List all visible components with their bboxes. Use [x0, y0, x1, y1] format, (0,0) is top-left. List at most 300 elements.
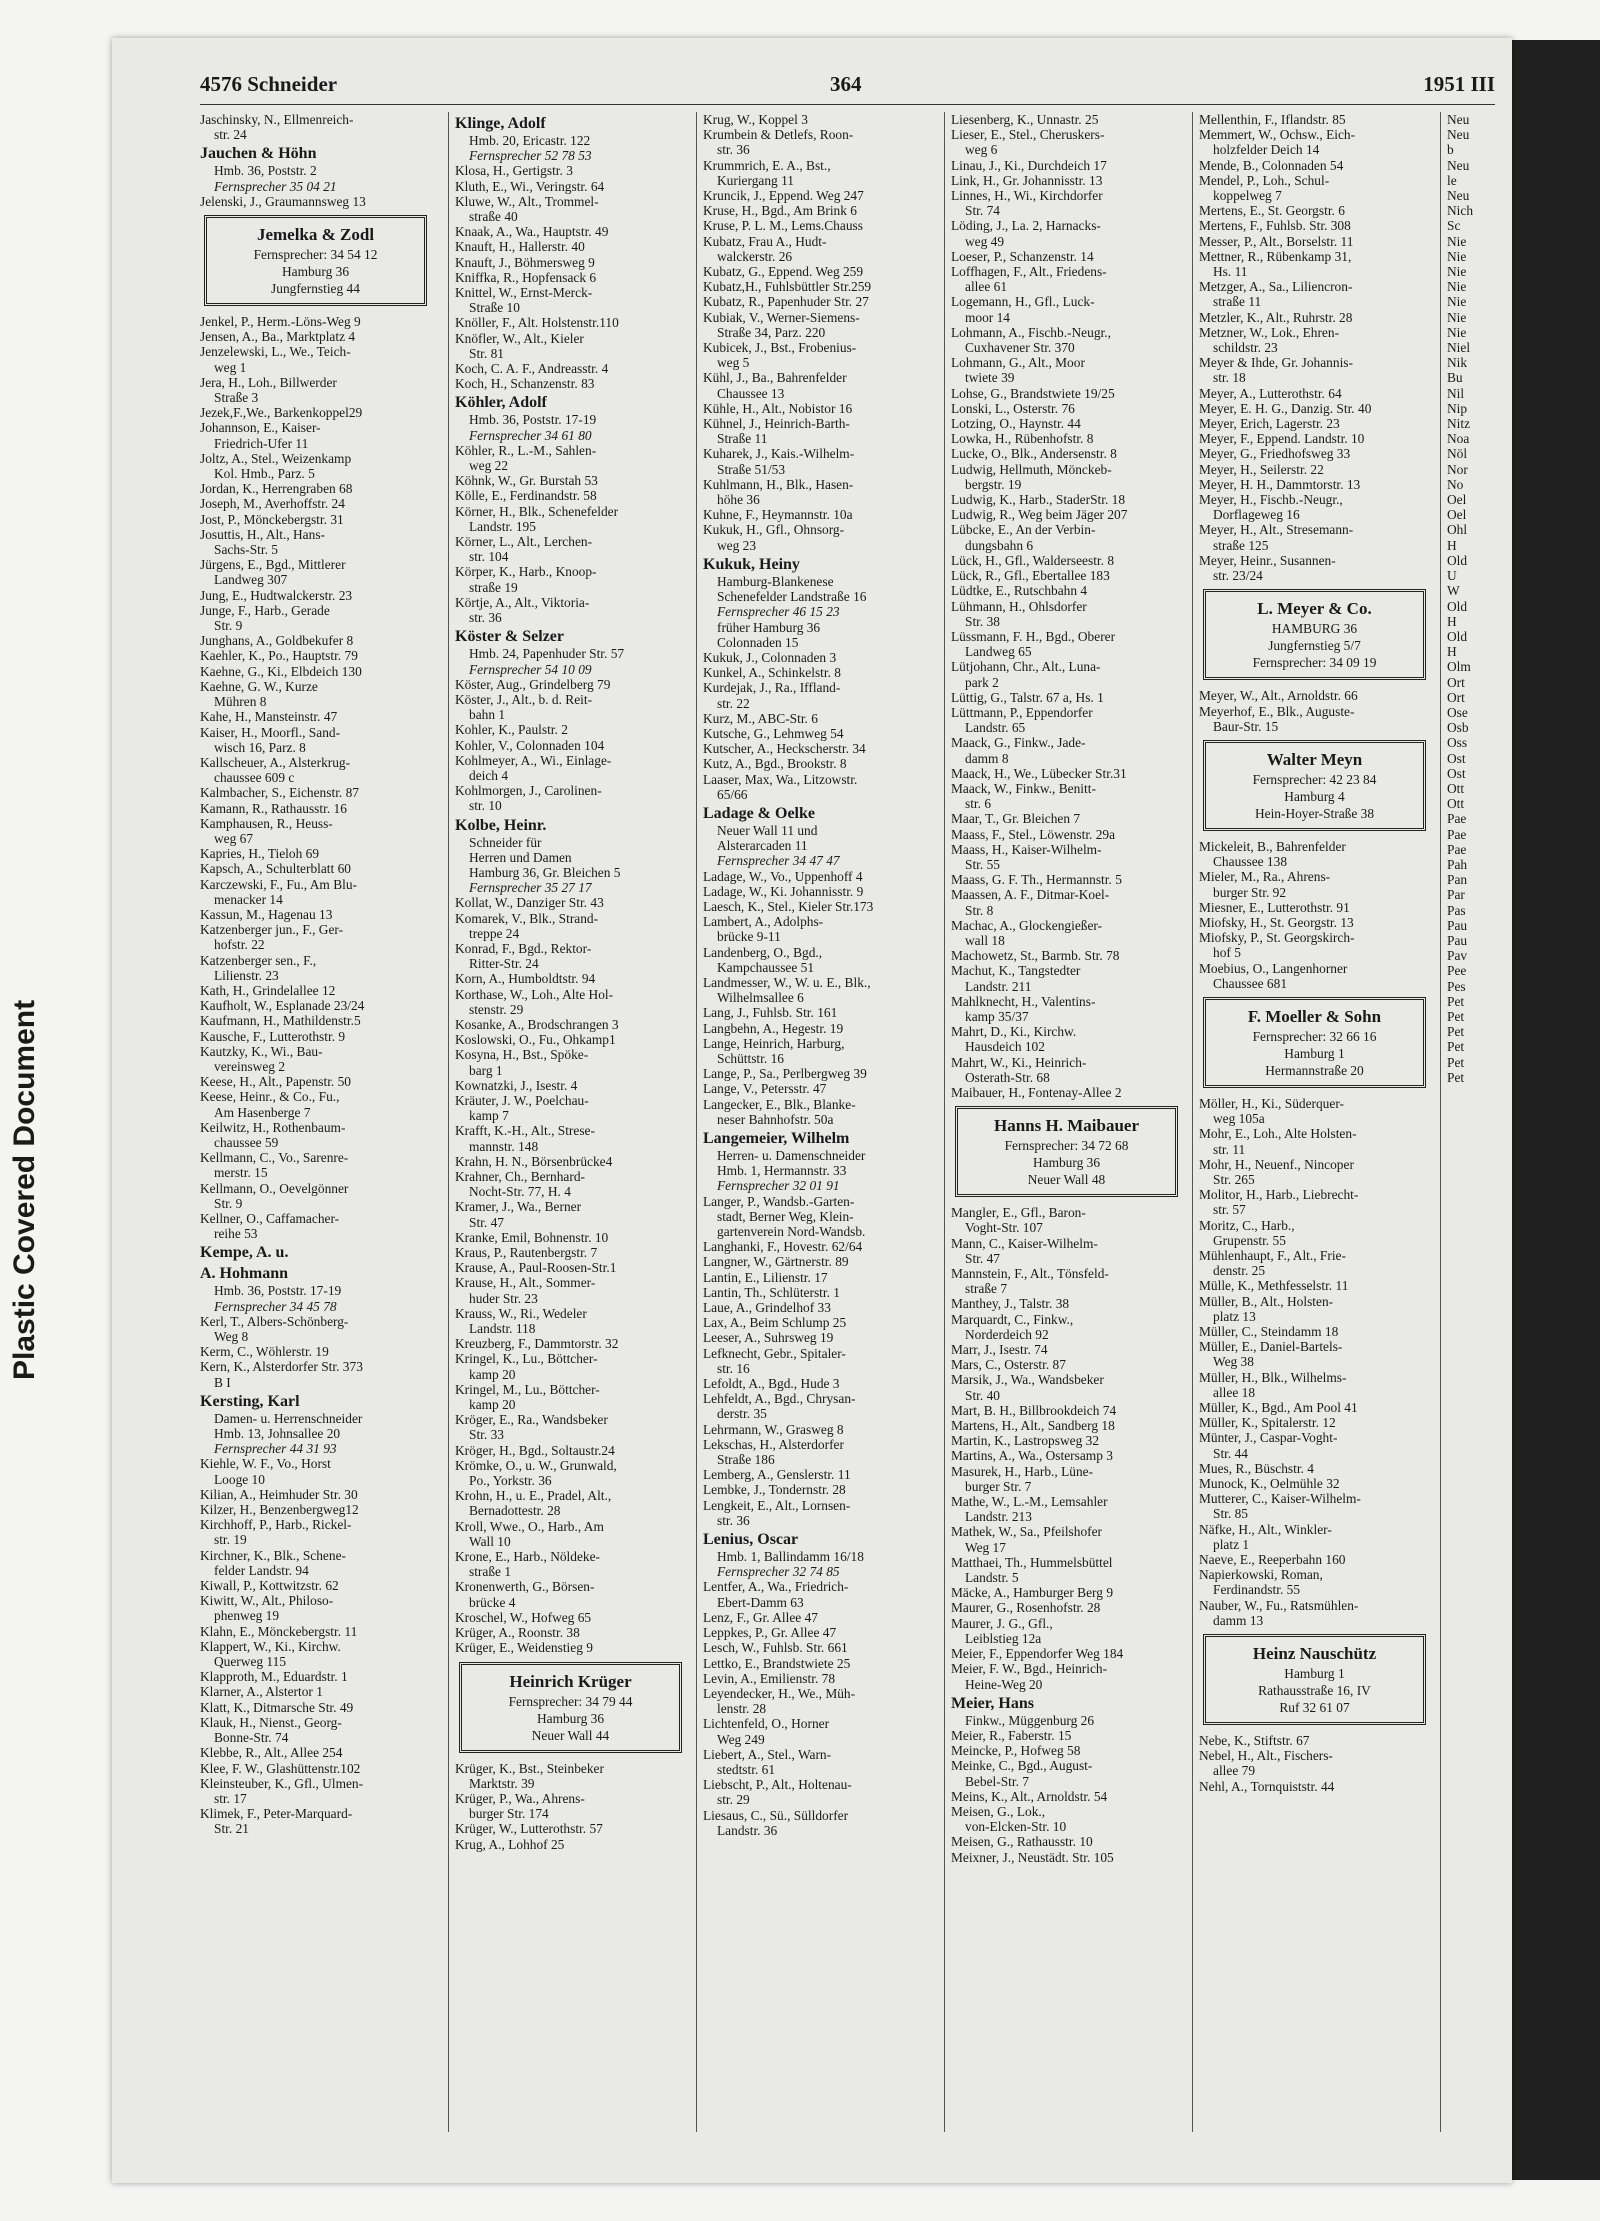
directory-entry: Kutscher, A., Heckscherstr. 34: [703, 741, 866, 757]
directory-entry: Schüttstr. 16: [717, 1050, 784, 1066]
directory-entry: Mart, B. H., Billbrookdeich 74: [951, 1402, 1117, 1418]
directory-entry: Meyerhof, E., Blk., Auguste-: [1199, 703, 1355, 719]
directory-entry: weg 6: [965, 142, 998, 158]
directory-entry: Pet: [1447, 1054, 1465, 1070]
directory-entry: Meinke, C., Bgd., August-: [951, 1758, 1093, 1774]
directory-entry: Lemberg, A., Genslerstr. 11: [703, 1467, 851, 1483]
directory-entry: Leeser, A., Suhrsweg 19: [703, 1330, 834, 1346]
directory-entry: Lentfer, A., Wa., Friedrich-: [703, 1579, 849, 1595]
directory-entry: Kohler, K., Paulstr. 2: [455, 722, 568, 738]
directory-entry: Lübcke, E., An der Verbin-: [951, 522, 1096, 538]
directory-entry: Wilhelmsallee 6: [717, 990, 804, 1006]
directory-entry: Langhanki, F., Hovestr. 62/64: [703, 1239, 863, 1255]
directory-entry: Krafft, K.-H., Alt., Strese-: [455, 1123, 595, 1139]
directory-entry: Pee: [1447, 963, 1467, 979]
directory-entry: Neu: [1447, 127, 1470, 143]
directory-entry: Napierkowski, Roman,: [1199, 1567, 1323, 1583]
directory-entry: H: [1447, 644, 1457, 660]
directory-entry: Kluwe, W., Alt., Trommel-: [455, 193, 599, 209]
directory-entry: Joseph, M., Averhoffstr. 24: [200, 496, 345, 512]
directory-entry: Meisen, G., Rathausstr. 10: [951, 1834, 1093, 1850]
directory-entry: twiete 39: [965, 370, 1015, 386]
directory-entry: Landstr. 211: [965, 978, 1032, 994]
directory-entry: Kräuter, J. W., Poelchau-: [455, 1092, 589, 1108]
directory-entry: walckerstr. 26: [717, 248, 793, 264]
directory-entry: von-Elcken-Str. 10: [965, 1819, 1067, 1835]
directory-entry: straße 125: [1213, 537, 1269, 553]
directory-entry: Jelenski, J., Graumannsweg 13: [200, 193, 366, 209]
directory-entry: Hausdeich 102: [965, 1039, 1045, 1055]
directory-entry: Mellenthin, F., Iflandstr. 85: [1199, 112, 1346, 127]
directory-entry: Mars, C., Osterstr. 87: [951, 1357, 1066, 1373]
directory-entry: Junghans, A., Goldbekufer 8: [200, 633, 354, 649]
directory-entry: Keese, H., Alt., Papenstr. 50: [200, 1074, 351, 1090]
directory-entry: Keilwitz, H., Rothenbaum-: [200, 1119, 346, 1135]
directory-entry: Mettner, R., Rübenkamp 31,: [1199, 248, 1352, 264]
directory-column-3: [696, 112, 938, 2132]
directory-entry: Kiwitt, W., Alt., Philoso-: [200, 1593, 334, 1609]
directory-entry: Krüger, E., Weidenstieg 9: [455, 1640, 593, 1656]
directory-entry: Machut, K., Tangstedter: [951, 963, 1081, 979]
directory-entry: Katzenberger sen., F.,: [200, 952, 317, 968]
ad-detail-line: Hamburg 36: [1032, 1155, 1101, 1171]
directory-entry: Mertens, E., St. Georgstr. 6: [1199, 203, 1345, 219]
directory-entry: Klappert, W., Ki., Kirchw.: [200, 1638, 341, 1654]
directory-entry: Martin, K., Lastropsweg 32: [951, 1433, 1100, 1449]
directory-entry: Kukuk, H., Gfl., Ohnsorg-: [703, 522, 845, 538]
directory-entry: Langner, W., Gärtnerstr. 89: [703, 1254, 849, 1270]
directory-entry: Norderdeich 92: [965, 1326, 1049, 1342]
directory-entry: Landstr. 36: [717, 1822, 778, 1838]
directory-entry: Mannstein, F., Alt., Tönsfeld-: [951, 1266, 1109, 1282]
directory-entry: Jenzelewski, L., We., Teich-: [200, 344, 351, 360]
directory-heading-entry: Kempe, A. u.: [200, 1244, 289, 1262]
directory-entry: Meyer, W., Alt., Arnoldstr. 66: [1199, 688, 1358, 704]
directory-entry: Köster, Aug., Grindelberg 79: [455, 676, 611, 692]
directory-entry: Dorflageweg 16: [1213, 507, 1300, 523]
directory-entry: allee 61: [965, 279, 1008, 295]
directory-entry: Fernsprecher 32 74 85: [717, 1564, 840, 1580]
ad-business-name: L. Meyer & Co.: [1257, 599, 1372, 619]
directory-entry: Querweg 115: [214, 1654, 287, 1670]
directory-entry: Lowka, H., Rübenhofstr. 8: [951, 431, 1094, 447]
directory-entry: Kapsch, A., Schulterblatt 60: [200, 861, 351, 877]
directory-entry: Fernsprecher 44 31 93: [214, 1441, 337, 1457]
directory-entry: Jost, P., Mönckebergstr. 31: [200, 511, 344, 527]
directory-entry: Oel: [1447, 492, 1467, 508]
directory-entry: Str. 40: [965, 1387, 1000, 1403]
directory-entry: Maurer, G., Rosenhofstr. 28: [951, 1600, 1101, 1616]
directory-entry: Leppkes, P., Gr. Allee 47: [703, 1625, 837, 1641]
directory-entry: Landstr. 5: [965, 1570, 1019, 1586]
directory-entry: str. 11: [1213, 1141, 1246, 1157]
directory-entry: Machowetz, St., Barmb. Str. 78: [951, 948, 1120, 964]
directory-entry: Krauss, W., Ri., Wedeler: [455, 1305, 587, 1321]
advertisement-box: [1203, 589, 1426, 680]
directory-entry: höhe 36: [717, 492, 760, 508]
directory-entry: stedtstr. 61: [717, 1761, 776, 1777]
directory-entry: Korthase, W., Loh., Alte Hol-: [455, 986, 614, 1002]
directory-entry: Möller, H., Ki., Süderquer-: [1199, 1095, 1344, 1111]
directory-entry: Kruse, H., Bgd., Am Brink 6: [703, 203, 857, 219]
directory-entry: Str. 8: [965, 902, 994, 918]
directory-entry: Langecker, E., Blk., Blanke-: [703, 1096, 856, 1112]
directory-entry: str. 16: [717, 1360, 750, 1376]
ad-business-name: Walter Meyn: [1266, 749, 1363, 769]
directory-entry: Straße 186: [717, 1452, 775, 1468]
directory-entry: Maassen, A. F., Ditmar-Koel-: [951, 887, 1110, 903]
directory-entry: Fernsprecher 35 27 17: [469, 880, 592, 896]
directory-entry: Kubatz, R., Papenhuder Str. 27: [703, 294, 869, 310]
directory-entry: Levin, A., Emilienstr. 78: [703, 1670, 836, 1686]
directory-entry: Mathe, W., L.-M., Lemsahler: [951, 1494, 1108, 1510]
directory-entry: le: [1447, 172, 1457, 188]
directory-entry: Lange, V., Petersstr. 47: [703, 1081, 827, 1097]
directory-heading-entry: A. Hohmann: [200, 1265, 289, 1283]
directory-heading-entry: Langemeier, Wilhelm: [703, 1130, 850, 1147]
directory-entry: Kol. Hmb., Parz. 5: [214, 466, 315, 482]
directory-entry: Str. 9: [214, 1195, 243, 1211]
directory-entry: Straße 10: [469, 300, 520, 316]
directory-entry: Landstr. 65: [965, 720, 1026, 736]
directory-entry: B I: [214, 1374, 231, 1390]
directory-entry: Kleinsteuber, K., Gfl., Ulmen-: [200, 1775, 364, 1791]
directory-entry: Meyer, E. H. G., Danzig. Str. 40: [1199, 400, 1372, 416]
directory-entry: Karczewski, F., Fu., Am Blu-: [200, 876, 357, 892]
directory-entry: huder Str. 23: [469, 1290, 538, 1306]
advertisement-box: [204, 215, 427, 306]
directory-entry: Metzler, K., Alt., Ruhrstr. 28: [1199, 309, 1353, 325]
directory-entry: Josuttis, H., Alt., Hans-: [200, 526, 325, 542]
directory-entry: Liebert, A., Stel., Warn-: [703, 1746, 832, 1762]
directory-entry: No: [1447, 476, 1464, 492]
directory-entry: Mieler, M., Ra., Ahrens-: [1199, 869, 1331, 885]
directory-entry: Fernsprecher 34 47 47: [717, 853, 840, 869]
directory-entry: Kampchaussee 51: [717, 959, 815, 975]
directory-entry: Lekschas, H., Alsterdorfer: [703, 1436, 844, 1452]
directory-entry: Noa: [1447, 431, 1470, 447]
directory-entry: Löding, J., La. 2, Harnacks-: [951, 218, 1101, 234]
directory-entry: burger Str. 92: [1213, 884, 1287, 900]
directory-entry: vereinsweg 2: [214, 1058, 286, 1074]
directory-column-6-cropped: [1440, 112, 1517, 2132]
directory-entry: Krüger, K., Bst., Steinbeker: [455, 1760, 604, 1776]
directory-entry: früher Hamburg 36: [717, 619, 821, 635]
directory-entry: Mathek, W., Sa., Pfeilshofer: [951, 1524, 1102, 1540]
directory-entry: allee 79: [1213, 1763, 1256, 1779]
directory-heading-entry: Jauchen & Höhn: [200, 145, 317, 163]
directory-entry: Pet: [1447, 1069, 1465, 1085]
directory-entry: Lüdtke, E., Rutschbahn 4: [951, 583, 1088, 599]
ad-business-name: Heinrich Krüger: [509, 1671, 632, 1691]
directory-entry: Neuer Wall 11 und: [717, 822, 818, 838]
directory-entry: Näfke, H., Alt., Winkler-: [1199, 1521, 1332, 1537]
directory-entry: Lonski, L., Osterstr. 76: [951, 400, 1075, 416]
directory-entry: bergstr. 19: [965, 476, 1022, 492]
directory-entry: Kaehler, K., Po., Hauptstr. 79: [200, 648, 358, 664]
directory-entry: Krause, A., Paul-Roosen-Str.1: [455, 1260, 617, 1276]
directory-entry: Str. 47: [965, 1250, 1000, 1266]
directory-entry: Str. 47: [469, 1214, 504, 1230]
directory-entry: holzfelder Deich 14: [1213, 142, 1320, 158]
directory-entry: Klosa, H., Gertigstr. 3: [455, 163, 573, 179]
directory-entry: Osb: [1447, 720, 1469, 736]
directory-entry: Meyer, H. H., Dammtorstr. 13: [1199, 476, 1361, 492]
directory-entry: Loeser, P., Schanzenstr. 14: [951, 248, 1094, 264]
ad-business-name: Jemelka & Zodl: [256, 225, 375, 245]
directory-entry: str. 24: [214, 127, 247, 143]
directory-entry: Meyer, Heinr., Susannen-: [1199, 552, 1336, 568]
directory-entry: Ludwig, K., Harb., StaderStr. 18: [951, 492, 1126, 508]
directory-entry: Klatt, K., Ditmarsche Str. 49: [200, 1699, 354, 1715]
directory-entry: H: [1447, 613, 1457, 629]
directory-entry: Ladage, W., Vo., Uppenhoff 4: [703, 868, 863, 884]
directory-entry: Kirchner, K., Blk., Schene-: [200, 1547, 346, 1563]
directory-entry: kamp 35/37: [965, 1008, 1029, 1024]
directory-entry: Körper, K., Harb., Knoop-: [455, 564, 597, 580]
directory-entry: weg 5: [717, 355, 750, 371]
directory-entry: Nie: [1447, 279, 1467, 295]
directory-entry: Nich: [1447, 203, 1474, 219]
directory-entry: Lühmann, H., Ohlsdorfer: [951, 598, 1087, 614]
directory-entry: Hmb. 13, Johnsallee 20: [214, 1426, 341, 1442]
directory-entry: Krahn, H. N., Börsenbrücke4: [455, 1153, 613, 1169]
advertisement-box: [1203, 997, 1426, 1088]
plastic-covered-label: Plastic Covered Document: [8, 999, 41, 1380]
directory-entry: Nöl: [1447, 446, 1468, 462]
directory-entry: Ott: [1447, 780, 1465, 796]
directory-entry: Knöller, F., Alt. Holstenstr.110: [455, 315, 619, 331]
directory-entry: str. 23/24: [1213, 568, 1263, 584]
directory-entry: Looge 10: [214, 1471, 265, 1487]
directory-entry: Kellner, O., Caffamacher-: [200, 1211, 340, 1226]
directory-entry: str. 36: [717, 1512, 750, 1528]
directory-entry: weg 1: [214, 359, 247, 375]
directory-entry: Meixner, J., Neustädt. Str. 105: [951, 1849, 1114, 1865]
directory-entry: Moritz, C., Harb.,: [1199, 1217, 1295, 1233]
directory-entry: Str. 38: [965, 613, 1000, 629]
directory-entry: Mohr, H., Neuenf., Nincoper: [1199, 1156, 1354, 1172]
directory-entry: Koch, C. A. F., Andreasstr. 4: [455, 361, 609, 377]
directory-entry: Pav: [1447, 948, 1468, 964]
directory-entry: Knauft, J., Böhmersweg 9: [455, 254, 595, 270]
directory-entry: Straße 34, Parz. 220: [717, 324, 826, 340]
directory-entry: Str. 81: [469, 345, 504, 361]
directory-entry: Herren- u. Damenschneider: [717, 1148, 866, 1163]
directory-entry: Meisen, G., Lok.,: [951, 1803, 1046, 1819]
directory-entry: Finkw., Müggenburg 26: [965, 1712, 1095, 1728]
directory-entry: Keese, Heinr., & Co., Fu.,: [200, 1089, 340, 1105]
directory-entry: Po., Yorkstr. 36: [469, 1473, 552, 1489]
directory-entry: Loffhagen, F., Alt., Friedens-: [951, 264, 1107, 280]
directory-entry: Meyer, G., Friedhofsweg 33: [1199, 446, 1351, 462]
ad-detail-line: Hamburg 36: [536, 1710, 605, 1726]
directory-entry: Kubiak, V., Werner-Siemens-: [703, 309, 860, 325]
directory-entry: Str. 21: [214, 1821, 249, 1837]
directory-entry: kamp 20: [469, 1366, 516, 1382]
directory-entry: Lehfeldt, A., Bgd., Chrysan-: [703, 1391, 856, 1407]
ad-detail-line: HAMBURG 36: [1271, 621, 1358, 637]
directory-entry: Lambert, A., Adolphs-: [703, 914, 824, 930]
directory-entry: Kluth, E., Wi., Veringstr. 64: [455, 178, 605, 194]
directory-entry: Lettko, E., Brandstwiete 25: [703, 1655, 851, 1671]
directory-entry: Langer, P., Wandsb.-Garten-: [703, 1193, 855, 1209]
directory-entry: Mann, C., Kaiser-Wilhelm-: [951, 1235, 1098, 1251]
directory-entry: Logemann, H., Gfl., Luck-: [951, 294, 1095, 310]
directory-entry: str. 6: [965, 796, 992, 812]
directory-entry: Fernsprecher 46 15 23: [717, 604, 840, 620]
directory-entry: Sc: [1447, 218, 1461, 234]
directory-entry: Kiehle, W. F., Vo., Horst: [200, 1456, 331, 1472]
directory-entry: Kurz, M., ABC-Str. 6: [703, 710, 818, 726]
directory-entry: Am Hasenberge 7: [214, 1104, 311, 1120]
directory-entry: Moebius, O., Langenhorner: [1199, 960, 1348, 976]
directory-entry: Lichtenfeld, O., Horner: [703, 1716, 830, 1732]
directory-entry: Pau: [1447, 932, 1468, 948]
directory-entry: weg 49: [965, 233, 1005, 249]
directory-entry: Alsterarcaden 11: [717, 838, 808, 854]
directory-entry: Link, H., Gr. Johannisstr. 13: [951, 172, 1103, 188]
directory-entry: Kellmann, O., Oevelgönner: [200, 1180, 349, 1196]
ad-detail-line: Jungfernstieg 44: [271, 281, 360, 297]
directory-entry: Kronenwerth, G., Börsen-: [455, 1579, 595, 1595]
directory-heading-entry: Köhler, Adolf: [455, 394, 547, 412]
directory-entry: Fernsprecher 54 10 09: [469, 661, 592, 677]
directory-entry: Kellmann, C., Vo., Sarenre-: [200, 1150, 349, 1166]
directory-entry: Kilian, A., Heimhuder Str. 30: [200, 1486, 358, 1502]
directory-entry: Hmb. 36, Poststr. 17-19: [214, 1283, 342, 1299]
ad-detail-line: Jungfernstieg 5/7: [1268, 638, 1361, 654]
directory-entry: Martins, A., Wa., Ostersamp 3: [951, 1448, 1113, 1464]
directory-entry: Köhnk, W., Gr. Burstah 53: [455, 473, 598, 489]
directory-entry: Liesaus, C., Sü., Sülldorfer: [703, 1807, 849, 1823]
directory-entry: Kautzky, K., Wi., Bau-: [200, 1043, 323, 1059]
directory-entry: Miofsky, H., St. Georgstr. 13: [1199, 914, 1354, 930]
directory-entry: Kilzer, H., Benzenbergweg12: [200, 1502, 359, 1518]
page-header: [200, 66, 1495, 105]
advertisement-box: [955, 1106, 1178, 1197]
advertisement-box: [459, 1662, 682, 1753]
directory-entry: damm 13: [1213, 1612, 1264, 1628]
directory-entry: Meincke, P., Hofweg 58: [951, 1743, 1081, 1759]
ad-business-name: Heinz Nauschütz: [1252, 1644, 1377, 1664]
directory-entry: Krummrich, E. A., Bst.,: [703, 157, 831, 173]
directory-entry: Krug, A., Lohhof 25: [455, 1836, 565, 1852]
directory-entry: Kaufholt, W., Esplanade 23/24: [200, 998, 365, 1014]
directory-entry: Kern, K., Alsterdorfer Str. 373: [200, 1359, 363, 1375]
directory-entry: Maass, F., Stel., Löwenstr. 29a: [951, 826, 1116, 842]
directory-entry: Nik: [1447, 355, 1468, 371]
directory-entry: Komarek, V., Blk., Strand-: [455, 910, 599, 926]
directory-entry: Nie: [1447, 233, 1467, 249]
directory-entry: H: [1447, 537, 1457, 553]
directory-entry: Bernadottestr. 28: [469, 1503, 561, 1519]
directory-entry: Marsik, J., Wa., Wandsbeker: [951, 1372, 1104, 1388]
directory-entry: Kubatz, G., Eppend. Weg 259: [703, 264, 864, 280]
directory-entry: Neu: [1447, 157, 1470, 173]
directory-entry: Hmb. 36, Poststr. 2: [214, 163, 317, 179]
directory-entry: kamp 7: [469, 1108, 509, 1124]
directory-entry: Kassun, M., Hagenau 13: [200, 906, 333, 922]
directory-entry: Pas: [1447, 902, 1466, 918]
directory-entry: Müller, K., Bgd., Am Pool 41: [1199, 1400, 1358, 1415]
directory-entry: Memmert, W., Ochsw., Eich-: [1199, 127, 1356, 143]
directory-entry: Jezek,F.,We., Barkenkoppel29: [200, 405, 363, 421]
directory-entry: Krüger, W., Lutterothstr. 57: [455, 1821, 603, 1837]
directory-entry: Koslowski, O., Fu., Ohkamp1: [455, 1032, 616, 1048]
directory-entry: Nie: [1447, 264, 1467, 280]
directory-entry: Metzger, A., Sa., Liliencron-: [1199, 279, 1353, 295]
directory-entry: Mahrt, D., Ki., Kirchw.: [951, 1024, 1077, 1040]
directory-entry: Nocht-Str. 77, H. 4: [469, 1184, 571, 1200]
directory-entry: Hmb. 20, Ericastr. 122: [469, 133, 591, 148]
directory-entry: Meier, F., Eppendorfer Weg 184: [951, 1646, 1124, 1662]
adjacent-page-edge: [1512, 40, 1600, 2180]
directory-entry: Machac, A., Glockengießer-: [951, 917, 1103, 933]
advertisement-box: [1203, 740, 1426, 831]
directory-entry: Nie: [1447, 248, 1467, 264]
directory-entry: weg 105a: [1213, 1111, 1265, 1127]
directory-entry: Kubatz,H., Fuhlsbüttler Str.259: [703, 279, 872, 295]
directory-entry: str. 57: [1213, 1202, 1246, 1218]
directory-entry: Mickeleit, B., Bahrenfelder: [1199, 838, 1346, 854]
directory-entry: Weg 8: [214, 1329, 249, 1345]
directory-entry: Osterath-Str. 68: [965, 1069, 1050, 1085]
directory-entry: Kaehne, G., Ki., Elbdeich 130: [200, 663, 362, 679]
directory-entry: Munock, K., Oelmühle 32: [1199, 1476, 1340, 1492]
directory-entry: Meier, F. W., Bgd., Heinrich-: [951, 1661, 1108, 1677]
directory-entry: weg 23: [717, 537, 757, 553]
directory-entry: Baur-Str. 15: [1213, 718, 1279, 734]
directory-entry: Ose: [1447, 704, 1468, 720]
directory-entry: chaussee 609 c: [214, 770, 295, 786]
directory-entry: Kölle, E., Ferdinandstr. 58: [455, 488, 597, 504]
directory-entry: Maar, T., Gr. Bleichen 7: [951, 811, 1081, 827]
directory-entry: Müller, H., Blk., Wilhelms-: [1199, 1369, 1347, 1385]
directory-entry: Korn, A., Humboldtstr. 94: [455, 971, 596, 987]
directory-entry: Niel: [1447, 340, 1471, 356]
directory-entry: Marktstr. 39: [469, 1775, 535, 1791]
directory-entry: Lengkeit, E., Alt., Lornsen-: [703, 1497, 851, 1513]
directory-entry: Mohr, E., Loh., Alte Holsten-: [1199, 1126, 1357, 1142]
directory-entry: Leiblstieg 12a: [965, 1630, 1042, 1646]
directory-entry: Jensen, A., Ba., Marktplatz 4: [200, 329, 356, 345]
directory-entry: Str. 9: [214, 618, 243, 634]
directory-entry: Pah: [1447, 856, 1468, 872]
directory-entry: Fernsprecher 35 04 21: [214, 178, 337, 194]
directory-entry: Grupenstr. 55: [1213, 1232, 1286, 1248]
directory-entry: Nie: [1447, 294, 1467, 310]
directory-entry: bahn 1: [469, 707, 506, 723]
directory-entry: Schenefelder Landstraße 16: [717, 589, 867, 605]
directory-entry: Klarner, A., Alstertor 1: [200, 1684, 323, 1700]
directory-entry: Oss: [1447, 735, 1468, 751]
directory-entry: Kringel, K., Lu., Böttcher-: [455, 1351, 598, 1367]
directory-entry: str. 19: [214, 1532, 247, 1548]
directory-entry: Metzner, W., Lok., Ehren-: [1199, 324, 1340, 340]
directory-entry: damm 8: [965, 750, 1009, 766]
directory-entry: kamp 20: [469, 1397, 516, 1413]
directory-entry: Krahner, Ch., Bernhard-: [455, 1169, 585, 1184]
directory-entry: Voght-Str. 107: [965, 1220, 1043, 1236]
directory-entry: Str. 74: [965, 203, 1000, 219]
directory-entry: Mues, R., Büschstr. 4: [1199, 1460, 1314, 1476]
ad-detail-line: Ruf 32 61 07: [1279, 1700, 1350, 1716]
directory-entry: Weg 38: [1213, 1354, 1254, 1370]
directory-entry: Herren und Damen: [469, 849, 572, 865]
directory-entry: Pes: [1447, 978, 1466, 994]
directory-entry: Kroll, Wwe., O., Harb., Am: [455, 1518, 604, 1534]
